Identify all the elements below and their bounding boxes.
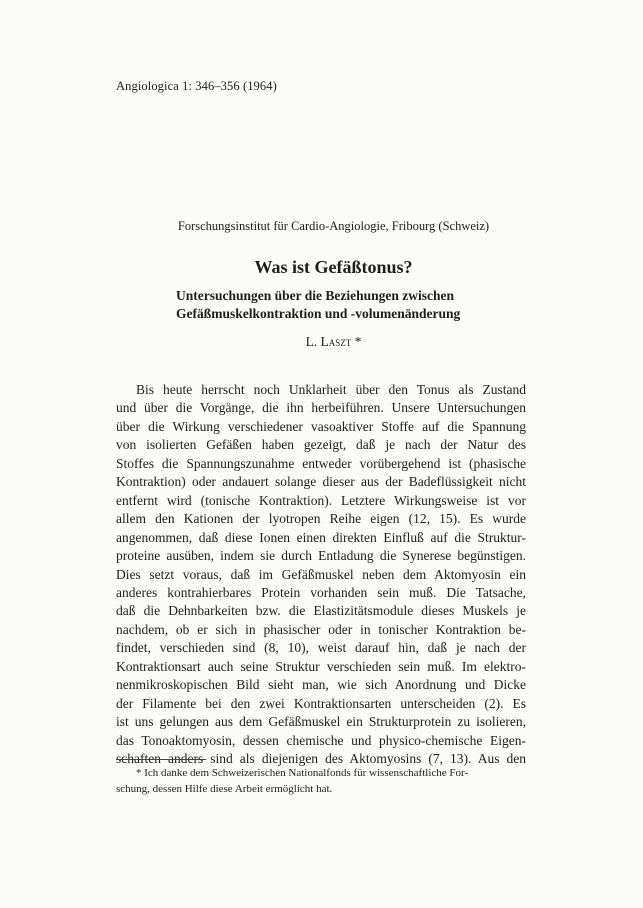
body-line: Stoffes die Spannungszunahme entweder vorübergehend ist (phasische: [116, 455, 526, 471]
body-line: Dies setzt voraus, daß im Gefäßmuskel neben dem Aktomyosin ein: [116, 566, 526, 582]
body-line: findet, verschieden sind (8, 10), weist darauf hin, daß je nach der: [116, 640, 526, 656]
footnote-divider: [116, 759, 206, 760]
body-line: daß die Dehnbarkeiten bzw. die Elastizitätsmodule dieses Muskels je: [116, 603, 526, 619]
body-line: und über die Vorgänge, die ihn herbeiführen. Unsere Untersuchungen: [116, 400, 526, 416]
footnote-line: schung, dessen Hilfe diese Arbeit ermöglicht hat.: [116, 783, 333, 795]
journal-citation: Angiologica 1: 346–356 (1964): [116, 79, 277, 93]
author-name: L. Laszt *: [305, 334, 362, 349]
body-line: schaften anders sind als diejenigen des Aktomyosins (7, 13). Aus den: [116, 751, 526, 767]
body-line: allem den Kationen der lyotropen Reihe eigen (12, 15). Es wurde: [116, 511, 526, 527]
body-line: Kontraktionsart auch seine Struktur verschieden sein muß. Im elektro-: [116, 658, 526, 674]
body-line: von isolierten Gefäßen haben gezeigt, daß je nach der Natur des: [116, 437, 526, 453]
body-line: nachdem, ob er sich in phasischer oder in tonischer Kontraktion be-: [116, 621, 526, 637]
institute-affiliation: Forschungsinstitut für Cardio-Angiologie, Fribourg (Schweiz): [177, 219, 490, 233]
paper-title: Was ist Gefäßtonus?: [254, 257, 413, 277]
body-line: nenmikroskopischen Bild sieht man, wie sich Anordnung und Dicke: [116, 677, 526, 693]
body-paragraph: [116, 381, 526, 769]
body-line: der Filamente bei den zwei Kontraktionsarten unterscheiden (2). Es: [116, 695, 526, 711]
body-line: ist uns gelungen aus dem Gefäßmuskel ein Strukturprotein zu isolieren,: [116, 714, 526, 730]
subtitle-line: Gefäßmuskelkontraktion und -volumenänderung: [176, 306, 461, 321]
body-line: Bis heute herrscht noch Unklarheit über den Tonus als Zustand: [136, 382, 526, 397]
footnote-line: * Ich danke dem Schweizerischen Nationalfonds für wissenschaftliche For-: [136, 767, 469, 779]
body-line: das Tonoaktomyosin, dessen chemische und physico-chemische Eigen-: [116, 732, 526, 748]
body-line: anderes kontrahierbares Protein vorhanden sein muß. Die Tatsache,: [116, 584, 526, 600]
subtitle-line: Untersuchungen über die Beziehungen zwischen: [176, 288, 455, 303]
paper-subtitle: [176, 287, 460, 323]
body-line: Kontraktion) oder andauert solange dieser aus der Badeflüssigkeit nicht: [116, 474, 526, 490]
body-line: angenommen, daß diese Ionen einen direkten Einfluß auf die Struktur-: [116, 529, 526, 545]
body-line: proteine ausüben, indem sie durch Entladung die Synerese begünstigen.: [116, 548, 526, 564]
body-line: entfernt wird (tonische Kontraktion). Letztere Wirkungsweise ist vor: [116, 492, 526, 508]
body-line: über die Wirkung verschiedener vasoaktiver Stoffe auf die Spannung: [116, 418, 526, 434]
footnote: [116, 765, 526, 797]
